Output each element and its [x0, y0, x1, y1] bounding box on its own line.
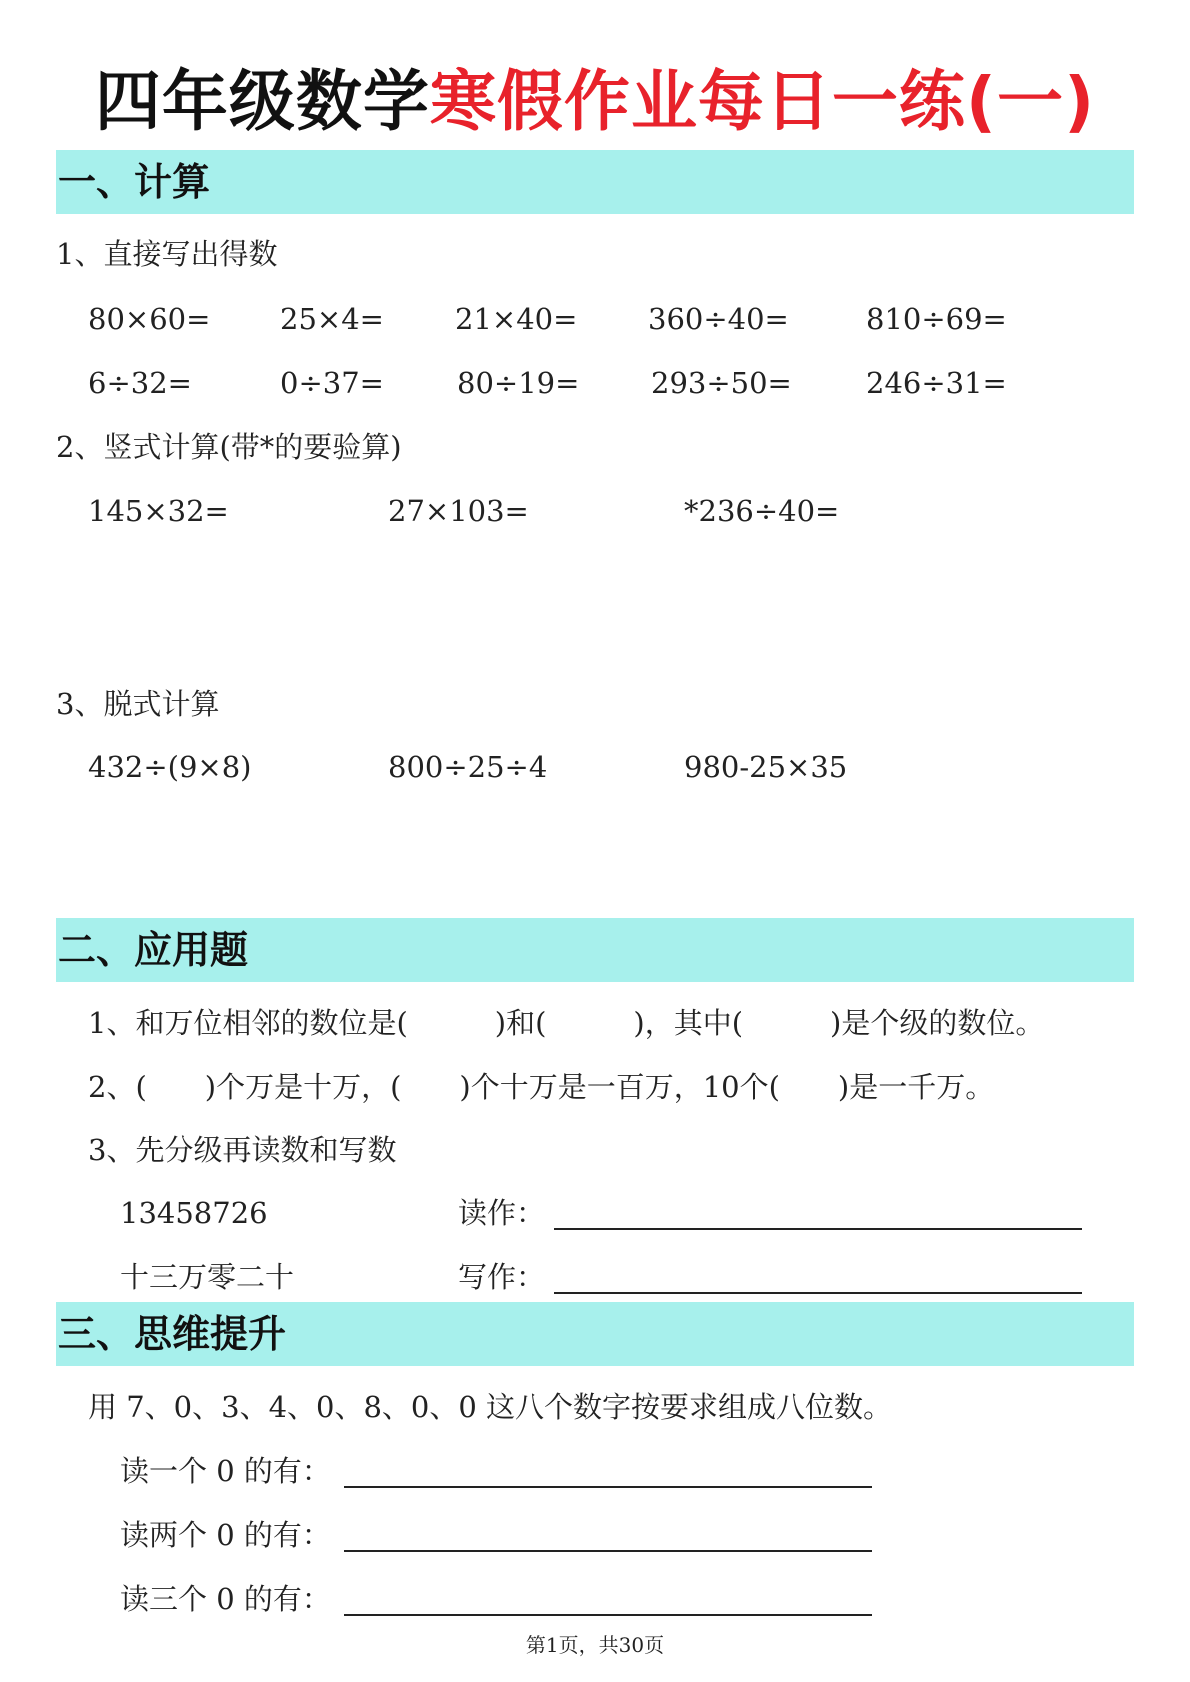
q1-label: 1、直接写出得数 [56, 237, 278, 271]
zero-read-answer-line-3 [344, 1614, 872, 1616]
q3-label: 3、脱式计算 [56, 687, 220, 721]
number-to-read: 13458726 [120, 1196, 268, 1230]
thinking-intro: 用 7、0、3、4、0、8、0、0 这八个数字按要求组成八位数。 [88, 1390, 893, 1424]
oral-calc-item: 810÷69= [866, 302, 1007, 336]
section-1-title: 一、计算 [58, 160, 211, 204]
zero-read-label-1: 读一个 0 的有： [120, 1454, 331, 1488]
oral-calc-item: 80×60= [88, 302, 211, 336]
oral-calc-item: 25×4= [280, 302, 384, 336]
zero-read-answer-line-1 [344, 1486, 872, 1488]
title-part2: 寒假作业每日一练(一) [429, 63, 1096, 140]
oral-calc-item: 360÷40= [648, 302, 789, 336]
vertical-calc-item: 27×103= [388, 494, 529, 528]
section-3-title: 三、思维提升 [58, 1312, 287, 1356]
zero-read-label-3: 读三个 0 的有： [120, 1582, 331, 1616]
zero-read-answer-line-2 [344, 1550, 872, 1552]
q2-label: 2、竖式计算(带*的要验算) [56, 430, 402, 464]
application-question-1: 1、和万位相邻的数位是( )和( )，其中( )是个级的数位。 [88, 1006, 1045, 1040]
page-number: 第1页，共30页 [525, 1633, 665, 1657]
zero-read-label-2: 读两个 0 的有： [120, 1518, 331, 1552]
vertical-calc-item: 145×32= [88, 494, 229, 528]
oral-calc-item: 80÷19= [457, 366, 580, 400]
oral-calc-item: 21×40= [455, 302, 578, 336]
oral-calc-item: 0÷37= [280, 366, 384, 400]
title-part1: 四年级数学 [94, 63, 430, 140]
read-answer-line [554, 1228, 1082, 1230]
section-1-header [56, 150, 1134, 214]
page-title [0, 62, 1190, 142]
application-question-3-label: 3、先分级再读数和写数 [88, 1133, 397, 1167]
vertical-calc-item: *236÷40= [684, 494, 840, 528]
oral-calc-item: 293÷50= [651, 366, 792, 400]
stepwise-calc-item: 980-25×35 [684, 750, 848, 784]
oral-calc-item: 6÷32= [88, 366, 192, 400]
section-2-title: 二、应用题 [58, 928, 249, 972]
read-label: 读作： [458, 1196, 546, 1230]
stepwise-calc-item: 800÷25÷4 [388, 750, 548, 784]
number-words: 十三万零二十 [120, 1260, 295, 1294]
oral-calc-item: 246÷31= [866, 366, 1007, 400]
section-2-header [56, 918, 1134, 982]
section-3-header [56, 1302, 1134, 1366]
write-answer-line [554, 1292, 1082, 1294]
write-label: 写作： [458, 1260, 546, 1294]
application-question-2: 2、( )个万是十万，( )个十万是一百万，10个( )是一千万。 [88, 1070, 995, 1104]
stepwise-calc-item: 432÷(9×8) [88, 750, 252, 784]
